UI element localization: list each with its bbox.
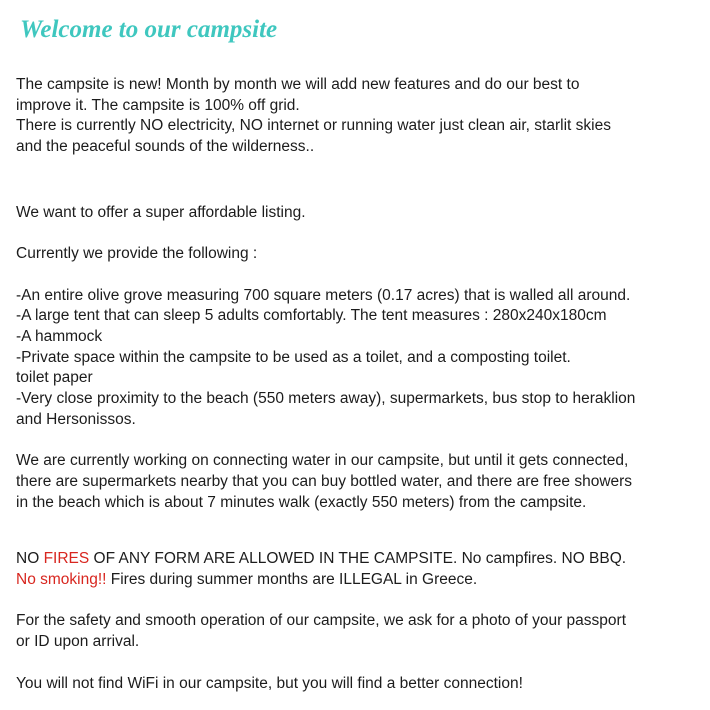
- no-smoking-highlight: No smoking!!: [16, 571, 107, 589]
- list-item: -Very close proximity to the beach (550 meters away), supermarkets, bus stop to heraklion: [16, 390, 636, 408]
- list-item: -Private space within the campsite to be used as a toilet, and a composting toilet.: [16, 348, 571, 366]
- fire-warning-text: NO: [16, 550, 44, 568]
- fire-warning-text: OF ANY FORM ARE ALLOWED IN THE CAMPSITE. No campfires. NO BBQ.: [89, 550, 627, 568]
- list-item: toilet paper: [16, 369, 93, 387]
- safety-line: or ID upon arrival.: [16, 633, 140, 651]
- intro-line: and the peaceful sounds of the wilderness..: [16, 138, 315, 156]
- fire-warning: [16, 549, 696, 590]
- water-line: We are currently working on connecting water in our campsite, but until it gets connected,: [16, 452, 629, 470]
- water-paragraph: [16, 451, 696, 513]
- list-item: and Hersonissos.: [16, 410, 136, 428]
- amenities-list: [16, 286, 696, 431]
- safety-line: For the safety and smooth operation of our campsite, we ask for a photo of your passport: [16, 612, 626, 630]
- intro-paragraph: [16, 75, 696, 158]
- intro-line: The campsite is new! Month by month we will add new features and do our best to: [16, 76, 580, 93]
- safety-paragraph: [16, 611, 696, 652]
- provide-heading: Currently we provide the following :: [16, 245, 258, 263]
- water-line: there are supermarkets nearby that you can buy bottled water, and there are free showers: [16, 472, 633, 490]
- water-line: in the beach which is about 7 minutes walk (exactly 550 meters) from the campsite.: [16, 493, 587, 511]
- list-item: -A hammock: [16, 328, 103, 345]
- list-item: -An entire olive grove measuring 700 square meters (0.17 acres) that is walled all around.: [16, 286, 631, 304]
- intro-line: There is currently NO electricity, NO internet or running water just clean air, starlit skies: [16, 117, 611, 135]
- fires-highlight: FIRES: [43, 550, 90, 568]
- fire-warning-text: Fires during summer months are ILLEGAL in Greece.: [106, 571, 478, 589]
- intro-line: improve it. The campsite is 100% off grid.: [16, 96, 300, 114]
- list-item: -A large tent that can sleep 5 adults comfortably. The tent measures : 280x240x180cm: [16, 307, 607, 325]
- fire-warning-line: [16, 549, 696, 570]
- smoking-warning-line: [16, 570, 696, 591]
- offer-text: We want to offer a super affordable listing.: [16, 203, 306, 221]
- page-title: Welcome to our campsite: [20, 16, 278, 43]
- closing-text: You will not find WiFi in our campsite, but you will find a better connection!: [16, 674, 523, 692]
